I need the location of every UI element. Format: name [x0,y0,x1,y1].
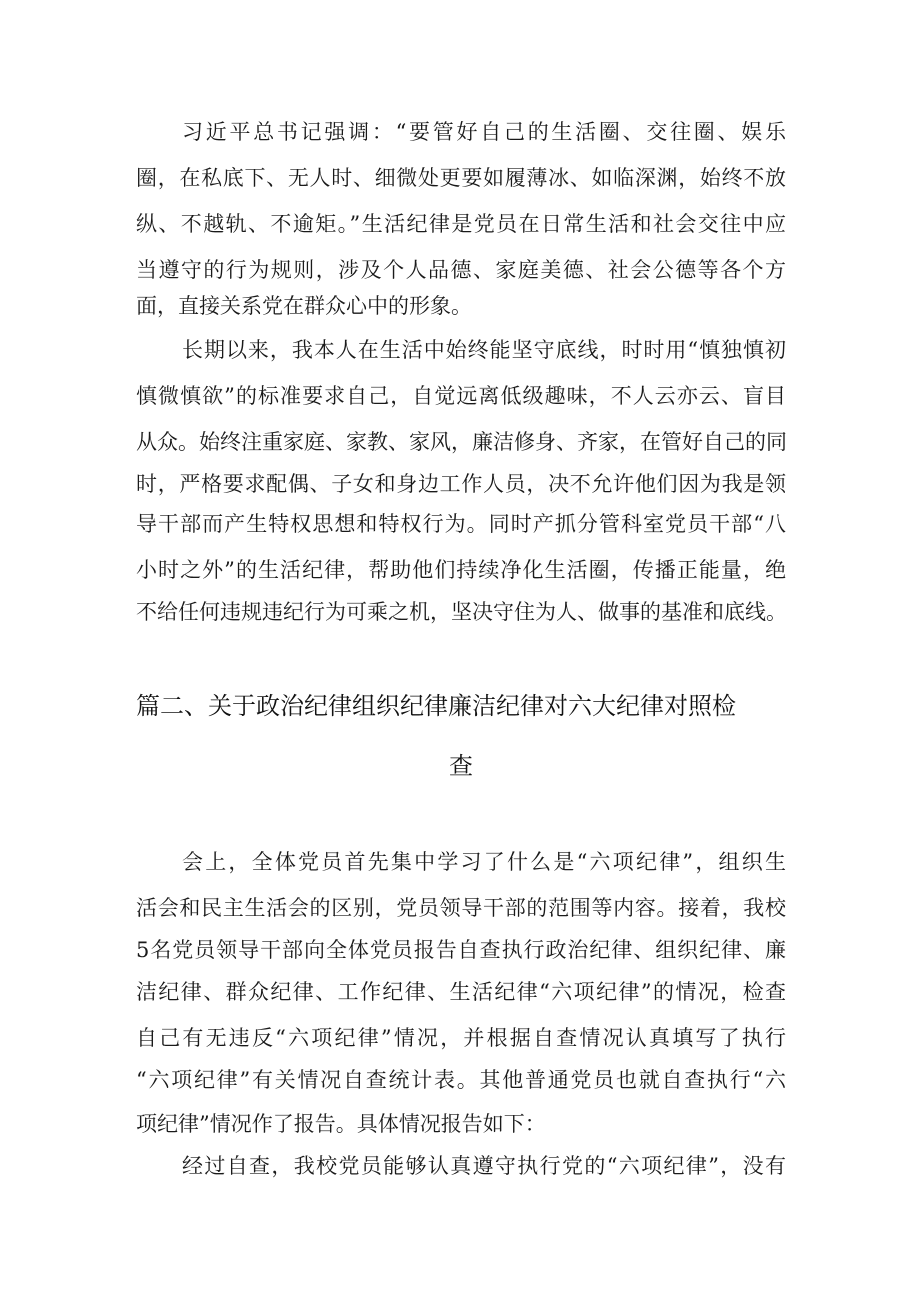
paragraph-3-line-2: 活会和民主生活会的区别，党员领导干部的范围等内容。接着，我校 [136,896,786,920]
paragraph-3-line-7: 项纪律”情况作了报告。具体情况报告如下： [136,1112,546,1136]
paragraph-2-line-6: 小时之外”的生活纪律，帮助他们持续净化生活圈，传播正能量，绝 [136,558,786,582]
paragraph-1-line-3: 纵、不越轨、不逾矩。”生活纪律是党员在日常生活和社会交往中应 [136,212,786,236]
paragraph-3-line-6: “六项纪律”有关情况自查统计表。其他普通党员也就自查执行“六 [136,1068,786,1092]
paragraph-3-line-4: 洁纪律、群众纪律、工作纪律、生活纪律“六项纪律”的情况，检查 [136,980,786,1004]
paragraph-2-line-7: 不给任何违规违纪行为可乘之机，坚决守住为人、做事的基准和底线。 [136,600,787,624]
paragraph-3-line-5: 自己有无违反“六项纪律”情况，并根据自查情况认真填写了执行 [136,1026,786,1050]
paragraph-2-line-2: 慎微慎欲”的标准要求自己，自觉远离低级趣味，不人云亦云、盲目 [136,384,786,408]
paragraph-1-line-5: 面，直接关系党在群众心中的形象。 [136,294,472,318]
paragraph-1-line-2: 圈，在私底下、无人时、细微处更要如履薄冰、如临深渊，始终不放 [136,166,786,190]
paragraph-3-line-1: 会上，全体党员首先集中学习了什么是“六项纪律”，组织生 [182,850,786,874]
paragraph-2-line-3: 从众。始终注重家庭、家教、家风，廉洁修身、齐家，在管好自己的同 [136,430,787,454]
paragraph-1-line-1: 习近平总书记强调：“要管好自己的生活圈、交往圈、娱乐 [182,120,786,144]
paragraph-3-line-3: 5名党员领导干部向全体党员报告自查执行政治纪律、组织纪律、廉 [136,938,786,962]
paragraph-2-line-5: 导干部而产生特权思想和特权行为。同时产抓分管科室党员干部“八 [136,512,786,536]
section-heading-line-1: 篇二、关于政治纪律组织纪律廉洁纪律对六大纪律对照检 [136,692,736,720]
paragraph-4-line-1: 经过自查，我校党员能够认真遵守执行党的“六项纪律”，没有 [182,1154,786,1178]
paragraph-2-line-4: 时，严格要求配偶、子女和身边工作人员，决不允许他们因为我是领 [136,472,786,496]
section-heading-line-2: 查 [449,752,473,780]
paragraph-2-line-1: 长期以来，我本人在生活中始终能坚守底线，时时用“慎独慎初 [182,338,786,362]
paragraph-1-line-4: 当遵守的行为规则，涉及个人品德、家庭美德、社会公德等各个方 [136,258,786,282]
